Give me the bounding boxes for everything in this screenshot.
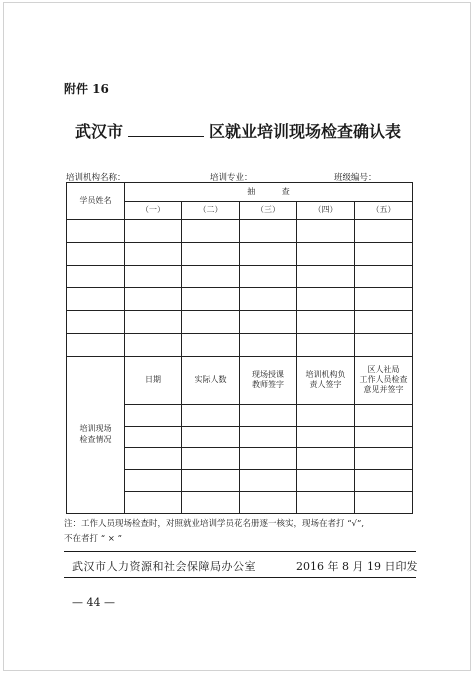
page-number: — 44 — [72, 596, 115, 609]
header-row [67, 183, 413, 202]
table-cell[interactable] [125, 404, 182, 426]
table-cell[interactable] [240, 491, 297, 513]
table-cell[interactable] [355, 426, 413, 448]
table-cell[interactable] [240, 470, 297, 492]
inspection-column-header [125, 356, 182, 404]
table-cell[interactable] [125, 426, 182, 448]
table-cell[interactable] [125, 448, 182, 470]
table-cell[interactable] [355, 470, 413, 492]
inspection-header-line: 培训机构负 [305, 369, 346, 379]
form-title [0, 119, 476, 142]
inspection-header-line: 意见并签字 [363, 385, 404, 395]
note-line-2: 不在者打 “ × ” [64, 534, 122, 544]
column-header: （五） [355, 202, 413, 220]
table-cell[interactable] [297, 491, 355, 513]
table-cell[interactable] [297, 311, 355, 334]
table-cell[interactable] [182, 448, 240, 470]
table-cell[interactable] [182, 470, 240, 492]
title-suffix: 区就业培训现场检查确认表 [209, 122, 402, 141]
inspection-column-header [182, 356, 240, 404]
table-cell[interactable] [182, 220, 240, 243]
inspection-header-line: 责人签字 [309, 380, 342, 390]
table-cell[interactable] [355, 311, 413, 334]
inspection-form-table [66, 182, 413, 514]
table-cell[interactable] [125, 288, 182, 311]
table-cell[interactable] [240, 333, 297, 356]
inspection-header-line: 工作人员检查 [359, 375, 408, 385]
table-cell[interactable] [67, 288, 125, 311]
inspection-header-line: 日期 [145, 375, 161, 385]
table-cell[interactable] [297, 220, 355, 243]
class-number-label: 班级编号： [334, 173, 377, 183]
note-line-1: 注：工作人员现场检查时，对照就业培训学员花名册逐一核实，现场在者打 “√”, [64, 519, 365, 529]
table-cell[interactable] [240, 288, 297, 311]
issue-date: 2016 年 8 月 19 日印发 [296, 560, 418, 573]
table-cell[interactable] [182, 404, 240, 426]
student-row [67, 265, 413, 288]
table-cell[interactable] [297, 242, 355, 265]
column-header: （二） [182, 202, 240, 220]
student-row [67, 333, 413, 356]
table-cell[interactable] [125, 333, 182, 356]
column-header: （四） [297, 202, 355, 220]
table-cell[interactable] [297, 333, 355, 356]
inspection-label-line: 培训现场 [79, 424, 112, 434]
column-header: （一） [125, 202, 182, 220]
inspection-label [67, 356, 125, 513]
table-cell[interactable] [240, 448, 297, 470]
table-cell[interactable] [240, 265, 297, 288]
table-cell[interactable] [355, 404, 413, 426]
inspection-column-header [240, 356, 297, 404]
inspection-header-line: 区人社局 [367, 364, 400, 374]
table-cell[interactable] [297, 404, 355, 426]
table-cell[interactable] [182, 311, 240, 334]
table-cell[interactable] [355, 220, 413, 243]
table-cell[interactable] [240, 311, 297, 334]
footer-top-rule [64, 551, 416, 552]
table-cell[interactable] [297, 288, 355, 311]
table-cell[interactable] [67, 333, 125, 356]
table-cell[interactable] [182, 426, 240, 448]
training-major-label: 培训专业： [210, 173, 253, 183]
inspection-header-line: 现场授课 [252, 369, 284, 379]
table-cell[interactable] [355, 265, 413, 288]
table-cell[interactable] [355, 491, 413, 513]
footer-bottom-rule [64, 577, 416, 578]
table-cell[interactable] [355, 448, 413, 470]
table-cell[interactable] [125, 265, 182, 288]
table-cell[interactable] [125, 220, 182, 243]
column-header: （三） [240, 202, 297, 220]
table-cell[interactable] [240, 220, 297, 243]
district-blank [128, 123, 204, 137]
student-row [67, 288, 413, 311]
student-row [67, 220, 413, 243]
inspection-column-header [355, 356, 413, 404]
table-cell[interactable] [240, 242, 297, 265]
note [64, 517, 424, 547]
student-name-header: 学员姓名 [67, 183, 125, 220]
table-cell[interactable] [125, 242, 182, 265]
table-cell[interactable] [67, 220, 125, 243]
inspection-label-line: 检查情况 [79, 434, 112, 444]
inspection-column-header [297, 356, 355, 404]
table-cell[interactable] [182, 288, 240, 311]
table-cell[interactable] [182, 265, 240, 288]
title-prefix: 武汉市 [74, 122, 123, 141]
table-cell[interactable] [67, 311, 125, 334]
spot-check-header: 抽 查 [125, 183, 413, 202]
table-cell[interactable] [125, 470, 182, 492]
table-cell[interactable] [182, 242, 240, 265]
table-cell[interactable] [355, 242, 413, 265]
table-cell[interactable] [297, 470, 355, 492]
inspection-header-line: 教师签字 [252, 380, 284, 390]
inspection-header-row [67, 356, 413, 404]
student-row [67, 311, 413, 334]
issuing-office: 武汉市人力资源和社会保障局办公室 [72, 560, 256, 573]
attachment-label: 附件 16 [64, 82, 109, 96]
table-cell[interactable] [67, 265, 125, 288]
table-cell[interactable] [297, 448, 355, 470]
table-cell[interactable] [125, 311, 182, 334]
table-cell[interactable] [240, 426, 297, 448]
table-cell[interactable] [355, 333, 413, 356]
table-cell[interactable] [182, 491, 240, 513]
table-cell[interactable] [182, 333, 240, 356]
table-cell[interactable] [355, 288, 413, 311]
institution-name-label: 培训机构名称： [66, 173, 126, 183]
table-cell[interactable] [297, 265, 355, 288]
table-cell[interactable] [67, 242, 125, 265]
table-cell[interactable] [297, 426, 355, 448]
table-cell[interactable] [240, 404, 297, 426]
inspection-header-line: 实际人数 [194, 375, 227, 385]
table-cell[interactable] [125, 491, 182, 513]
student-row [67, 242, 413, 265]
